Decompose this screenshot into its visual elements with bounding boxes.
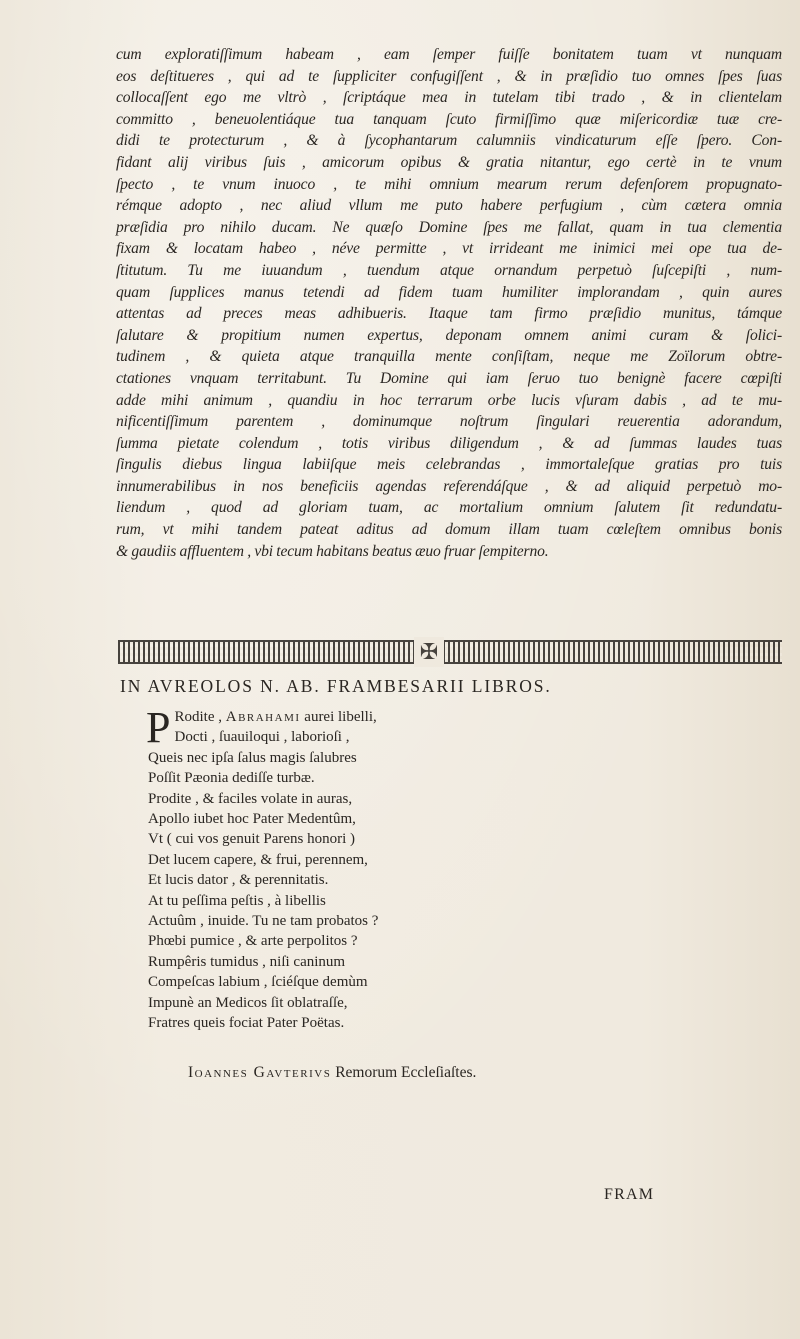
ornamental-divider <box>118 640 782 664</box>
prose-line: fidant alij viribus ſuis , amicorum opibus & gratia nitantur, ego certè in te vnum <box>116 153 782 171</box>
poem-line: Poſſit Pæonia dediſſe turbæ. <box>148 770 315 787</box>
signature <box>188 1064 476 1082</box>
prose-line: ctationes vnquam territabunt. Tu Domine qui iam ſeruo tuo benignè facere cœpiſti <box>116 369 782 387</box>
poem-line: Vt ( cui vos genuit Parens honori ) <box>148 831 356 848</box>
prose-line: quam ſupplices manus tetendi ad fidem tuam humiliter implorandam , quin aures <box>116 283 782 301</box>
prose-line: collocaſſent ego me vltrò , ſcriptáque mea in tutelam tibi trado , & in clientelam <box>116 89 782 107</box>
poem-line: Phœbi pumice , & arte perpolitos ? <box>148 933 358 950</box>
poem-line: Apollo iubet hoc Pater Medentûm, <box>148 811 356 828</box>
prose-line: ſalutare & propitium numen expertus, deponam omnem animi curam & ſolici- <box>116 326 782 344</box>
poem-line: Compeſcas labium , ſciéſque demùm <box>148 974 368 991</box>
poem-line: Queis nec ipſa ſalus magis ſalubres <box>148 749 357 766</box>
prose-line: ſingulis diebus lingua labiiſque meis celebrandas , immortaleſque gratias pro tuis <box>116 456 782 474</box>
prose-line: adde mihi animum , quandiu in hoc terrarum orbe lucis vſuram dabis , ad te mu- <box>116 391 782 409</box>
poem-line: Impunè an Medicos ſit oblatraſſe, <box>148 994 348 1011</box>
ornament-center-glyph: ✠ <box>414 637 444 667</box>
prose-line: ſtitutum. Tu me iuuandum , tuendum atque ornandum perpetuò ſuſcepiſti , num- <box>116 261 782 279</box>
signature-rest: Remorum Eccleſiaſtes. <box>331 1064 477 1081</box>
poem-line: Actuûm , inuide. Tu ne tam probatos ? <box>148 913 379 930</box>
prose-line: didi te protecturum , & à ſycophantarum calumniis vindicaturum eſſe ſpero. Con- <box>116 132 782 150</box>
poem-line: Det lucem capere, & frui, perennem, <box>148 851 368 868</box>
poem-line: At tu peſſima peſtis , à libellis <box>148 892 326 909</box>
poem <box>146 703 568 1034</box>
prose-line: cum exploratiſſimum habeam , eam ſemper fuiſſe bonitatem tuam vt nunquam <box>116 46 782 63</box>
drop-capital: P <box>146 703 171 752</box>
prose-line: rum, vt mihi tandem pateat aditus ad domum illam tuam cœleſtem omnibus bonis <box>116 521 782 539</box>
prose-paragraph <box>116 44 782 562</box>
signature-name: Ioannes Gavterivs <box>188 1064 332 1081</box>
poem-first-line-start: Rodite , <box>174 709 226 725</box>
poem-title: IN AVREOLOS N. AB. FRAMBESARII LIBROS. <box>120 676 552 696</box>
poem-first-line-end: aurei libelli, <box>300 709 377 725</box>
prose-line: ſpecto , te vnum inuoco , te mihi omnium mearum rerum defenſorem propugnato- <box>116 175 782 193</box>
poem-first-line-name: Abrahami <box>225 709 301 725</box>
poem-line: Docti , ſuauiloqui , laborioſi , <box>174 729 350 746</box>
poem-line: Et lucis dator , & perennitatis. <box>148 872 329 889</box>
prose-line: & gaudiis affluentem , vbi tecum habitans beatus æuo fruar ſempiterno. <box>116 542 549 560</box>
prose-line: liendum , quod ad gloriam tuam, ac mortalium omnium ſalutem ſit redundatu- <box>116 499 782 517</box>
prose-line: innumerabilibus in nos beneficiis agendas referendáſque , & ad aliquid perpetuò mo- <box>116 477 782 495</box>
poem-line: Fratres queis fociat Pater Poëtas. <box>148 1015 345 1032</box>
poem-line: Rumpêris tumidus , niſi caninum <box>148 953 346 970</box>
prose-line: tudinem , & quieta atque tranquilla mente conſiſtam, neque me Zoïlorum obtre- <box>116 348 782 366</box>
poem-lines <box>148 727 568 1033</box>
prose-line: nificentiſſimum parentem , dominumque noſtrum ſingulari reuerentia adorandum, <box>116 413 782 431</box>
prose-line: rémque adopto , nec aliud vllum me puto habere perfugium , cùm cætera omnia <box>116 197 782 215</box>
prose-line: fixam & locatam habeo , néve permitte , vt irrideant me inimici mei ope tua de- <box>116 240 782 258</box>
poem-line: Prodite , & faciles volate in auras, <box>148 790 353 807</box>
prose-line: eos deſtitueres , qui ad te ſuppliciter confugiſſent , & in præſidio tuo omnes ſpes ſuas <box>116 67 782 85</box>
prose-line: committo , beneuolentiáque tua tanquam ſcuto firmiſſimo quæ miſericordiæ tuæ cre- <box>116 110 782 128</box>
prose-line: attentas ad preces meas adhibueris. Itaque tam firmo præſidio munitus, támque <box>116 305 782 323</box>
prose-line: ſumma pietate colendum , totis viribus diligendum , & ad ſummas laudes tuas <box>116 434 782 452</box>
prose-line: præſidia pro nihilo ducam. Ne quæſo Domine ſpes me fallat, quam in tua clementia <box>116 218 782 236</box>
catchword: FRAM <box>604 1186 655 1203</box>
